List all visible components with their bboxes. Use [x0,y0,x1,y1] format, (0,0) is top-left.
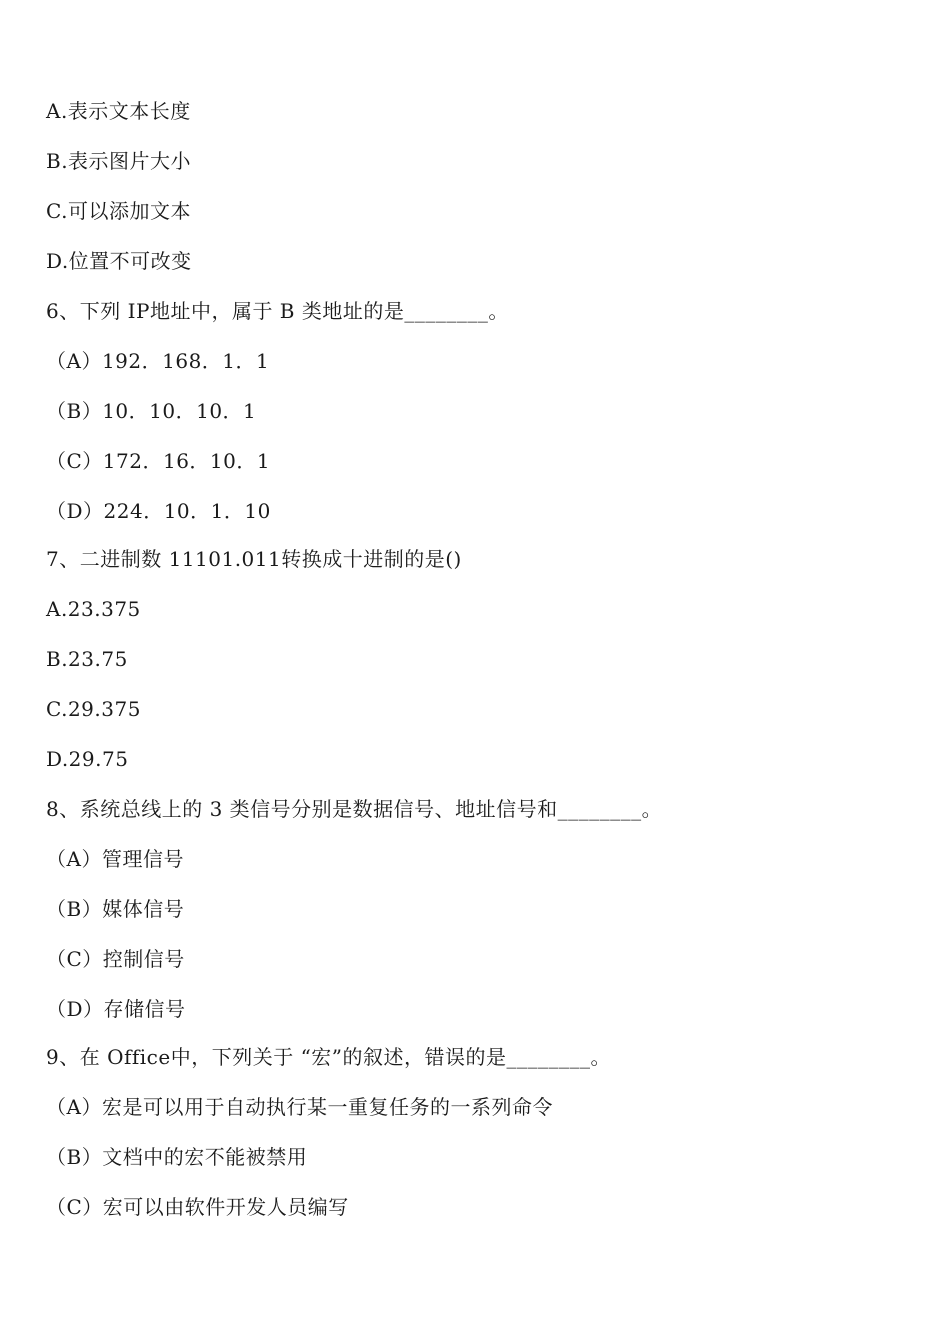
q8-option-c: （C）控制信号 [46,947,185,971]
q7-option-c: C.29.375 [46,697,141,721]
q8-question: 8、系统总线上的 3 类信号分别是数据信号、地址信号和________。 [46,797,663,821]
q7-option-b: B.23.75 [46,647,128,671]
q5-option-b: B.表示图片大小 [46,149,192,173]
q5-option-d: D.位置不可改变 [46,249,192,273]
q7-question: 7、二进制数 11101.011转换成十进制的是() [46,547,462,571]
q6-option-b: （B）10．10．10．1 [46,399,257,423]
q9-option-b: （B）文档中的宏不能被禁用 [46,1145,308,1169]
q9-question: 9、在 Office中，下列关于 “宏”的叙述，错误的是________。 [46,1045,612,1069]
q6-question: 6、下列 IP地址中，属于 B 类地址的是________。 [46,299,509,323]
q8-option-b: （B）媒体信号 [46,897,185,921]
q8-option-d: （D）存储信号 [46,997,186,1021]
q6-option-a: （A）192．168．1．1 [46,349,270,373]
q6-option-c: （C）172．16．10．1 [46,449,271,473]
q5-option-a: A.表示文本长度 [46,99,191,123]
q5-option-c: C.可以添加文本 [46,199,191,223]
q8-option-a: （A）管理信号 [46,847,184,871]
q7-option-a: A.23.375 [46,597,141,621]
q9-option-c: （C）宏可以由软件开发人员编写 [46,1195,349,1219]
q6-option-d: （D）224．10．1．10 [46,499,271,523]
q7-option-d: D.29.75 [46,747,129,771]
q9-option-a: （A）宏是可以用于自动执行某一重复任务的一系列命令 [46,1095,553,1119]
